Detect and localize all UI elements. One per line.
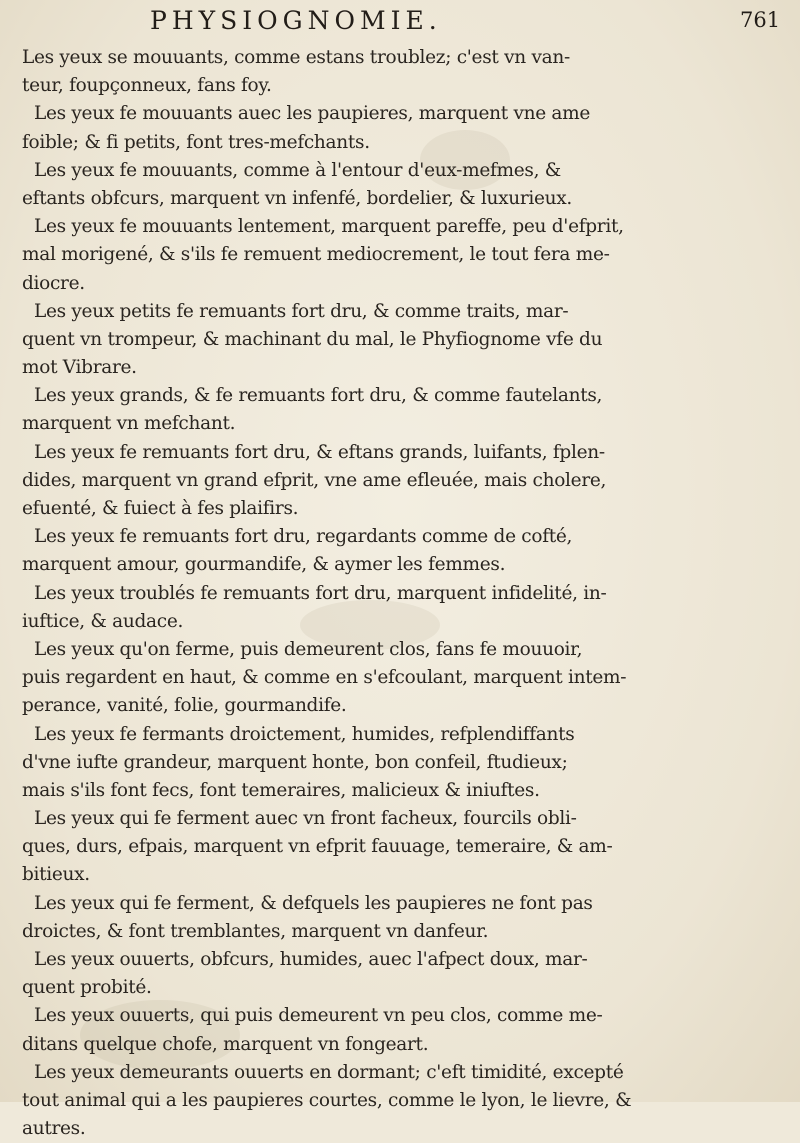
body-text	[22, 44, 792, 1143]
text-line: marquent vn mefchant.	[22, 413, 236, 435]
text-line: Les yeux qu'on ferme, puis demeurent clos, fans fe mouuoir,	[34, 638, 583, 660]
text-line: mais s'ils font fecs, font temeraires, malicieux & iniuftes.	[22, 779, 540, 801]
text-line: mal morigené, & s'ils fe remuent mediocrement, le tout fera me-	[22, 244, 610, 266]
text-line: Les yeux fe fermants droictement, humides, refplendiffants	[34, 723, 575, 745]
text-line: teur, foupçonneux, fans foy.	[22, 75, 272, 97]
text-line: ditans quelque chofe, marquent vn fongeart.	[22, 1033, 429, 1055]
text-line: quent probité.	[22, 977, 152, 999]
text-line: tout animal qui a les paupieres courtes, comme le lyon, le lievre, &	[22, 1089, 632, 1111]
text-line: Les yeux petits fe remuants fort dru, & comme traits, mar-	[34, 300, 569, 322]
text-line: puis regardent en haut, & comme en s'efcoulant, marquent intem-	[22, 667, 627, 689]
text-line: perance, vanité, folie, gourmandife.	[22, 695, 347, 717]
text-line: Les yeux fe mouuants, comme à l'entour d'eux-mefmes, &	[34, 159, 561, 181]
text-line: bitieux.	[22, 864, 90, 886]
text-line: Les yeux fe mouuants auec les paupieres, marquent vne ame	[34, 103, 591, 125]
text-line: iuftice, & audace.	[22, 610, 184, 632]
text-line: eftants obfcurs, marquent vn infenfé, bordelier, & luxurieux.	[22, 187, 573, 209]
text-line: Les yeux ouuerts, qui puis demeurent vn peu clos, comme me-	[34, 1005, 603, 1027]
text-line: Les yeux qui fe ferment, & defquels les paupieres ne font pas	[34, 892, 593, 914]
text-line: Les yeux ouuerts, obfcurs, humides, auec l'afpect doux, mar-	[34, 949, 588, 970]
text-line: mot Vibrare.	[22, 357, 137, 379]
page-header	[0, 6, 800, 40]
text-line: Les yeux fe remuants fort dru, & eftans grands, luifants, fplen-	[34, 441, 605, 463]
text-line: efuenté, & fuiect à fes plaifirs.	[22, 498, 299, 519]
text-line: marquent amour, gourmandife, & aymer les femmes.	[22, 554, 506, 576]
text-line: Les yeux fe remuants fort dru, regardants comme de cofté,	[34, 526, 573, 548]
text-line: autres.	[22, 1118, 86, 1140]
text-line: quent vn trompeur, & machinant du mal, le Phyfiognome vfe du	[22, 328, 603, 350]
text-line: Les yeux troublés fe remuants fort dru, marquent infidelité, in-	[34, 582, 607, 604]
text-line: diocre.	[22, 272, 85, 294]
text-line: Les yeux qui fe ferment auec vn front facheux, fourcils obli-	[34, 808, 577, 830]
text-line: foible; & fi petits, font tres-mefchants.	[22, 131, 370, 153]
text-line: Les yeux demeurants ouuerts en dormant; c'eft timidité, excepté	[34, 1061, 624, 1083]
text-line: ques, durs, efpais, marquent vn efprit fauuage, temeraire, & am-	[22, 836, 613, 858]
text-line: droictes, & font tremblantes, marquent vn danfeur.	[22, 920, 489, 942]
text-line: Les yeux grands, & fe remuants fort dru, & comme fautelants,	[34, 385, 603, 407]
page-number: 761	[740, 8, 781, 32]
text-line: dides, marquent vn grand efprit, vne ame efleuée, mais cholere,	[22, 469, 607, 491]
running-head: PHYSIOGNOMIE.	[150, 6, 442, 35]
text-line: Les yeux fe mouuants lentement, marquent pareffe, peu d'efprit,	[34, 216, 624, 238]
text-line: d'vne iufte grandeur, marquent honte, bon confeil, ftudieux;	[22, 751, 568, 773]
text-line: Les yeux se mouuants, comme estans troublez; c'est vn van-	[22, 47, 570, 68]
